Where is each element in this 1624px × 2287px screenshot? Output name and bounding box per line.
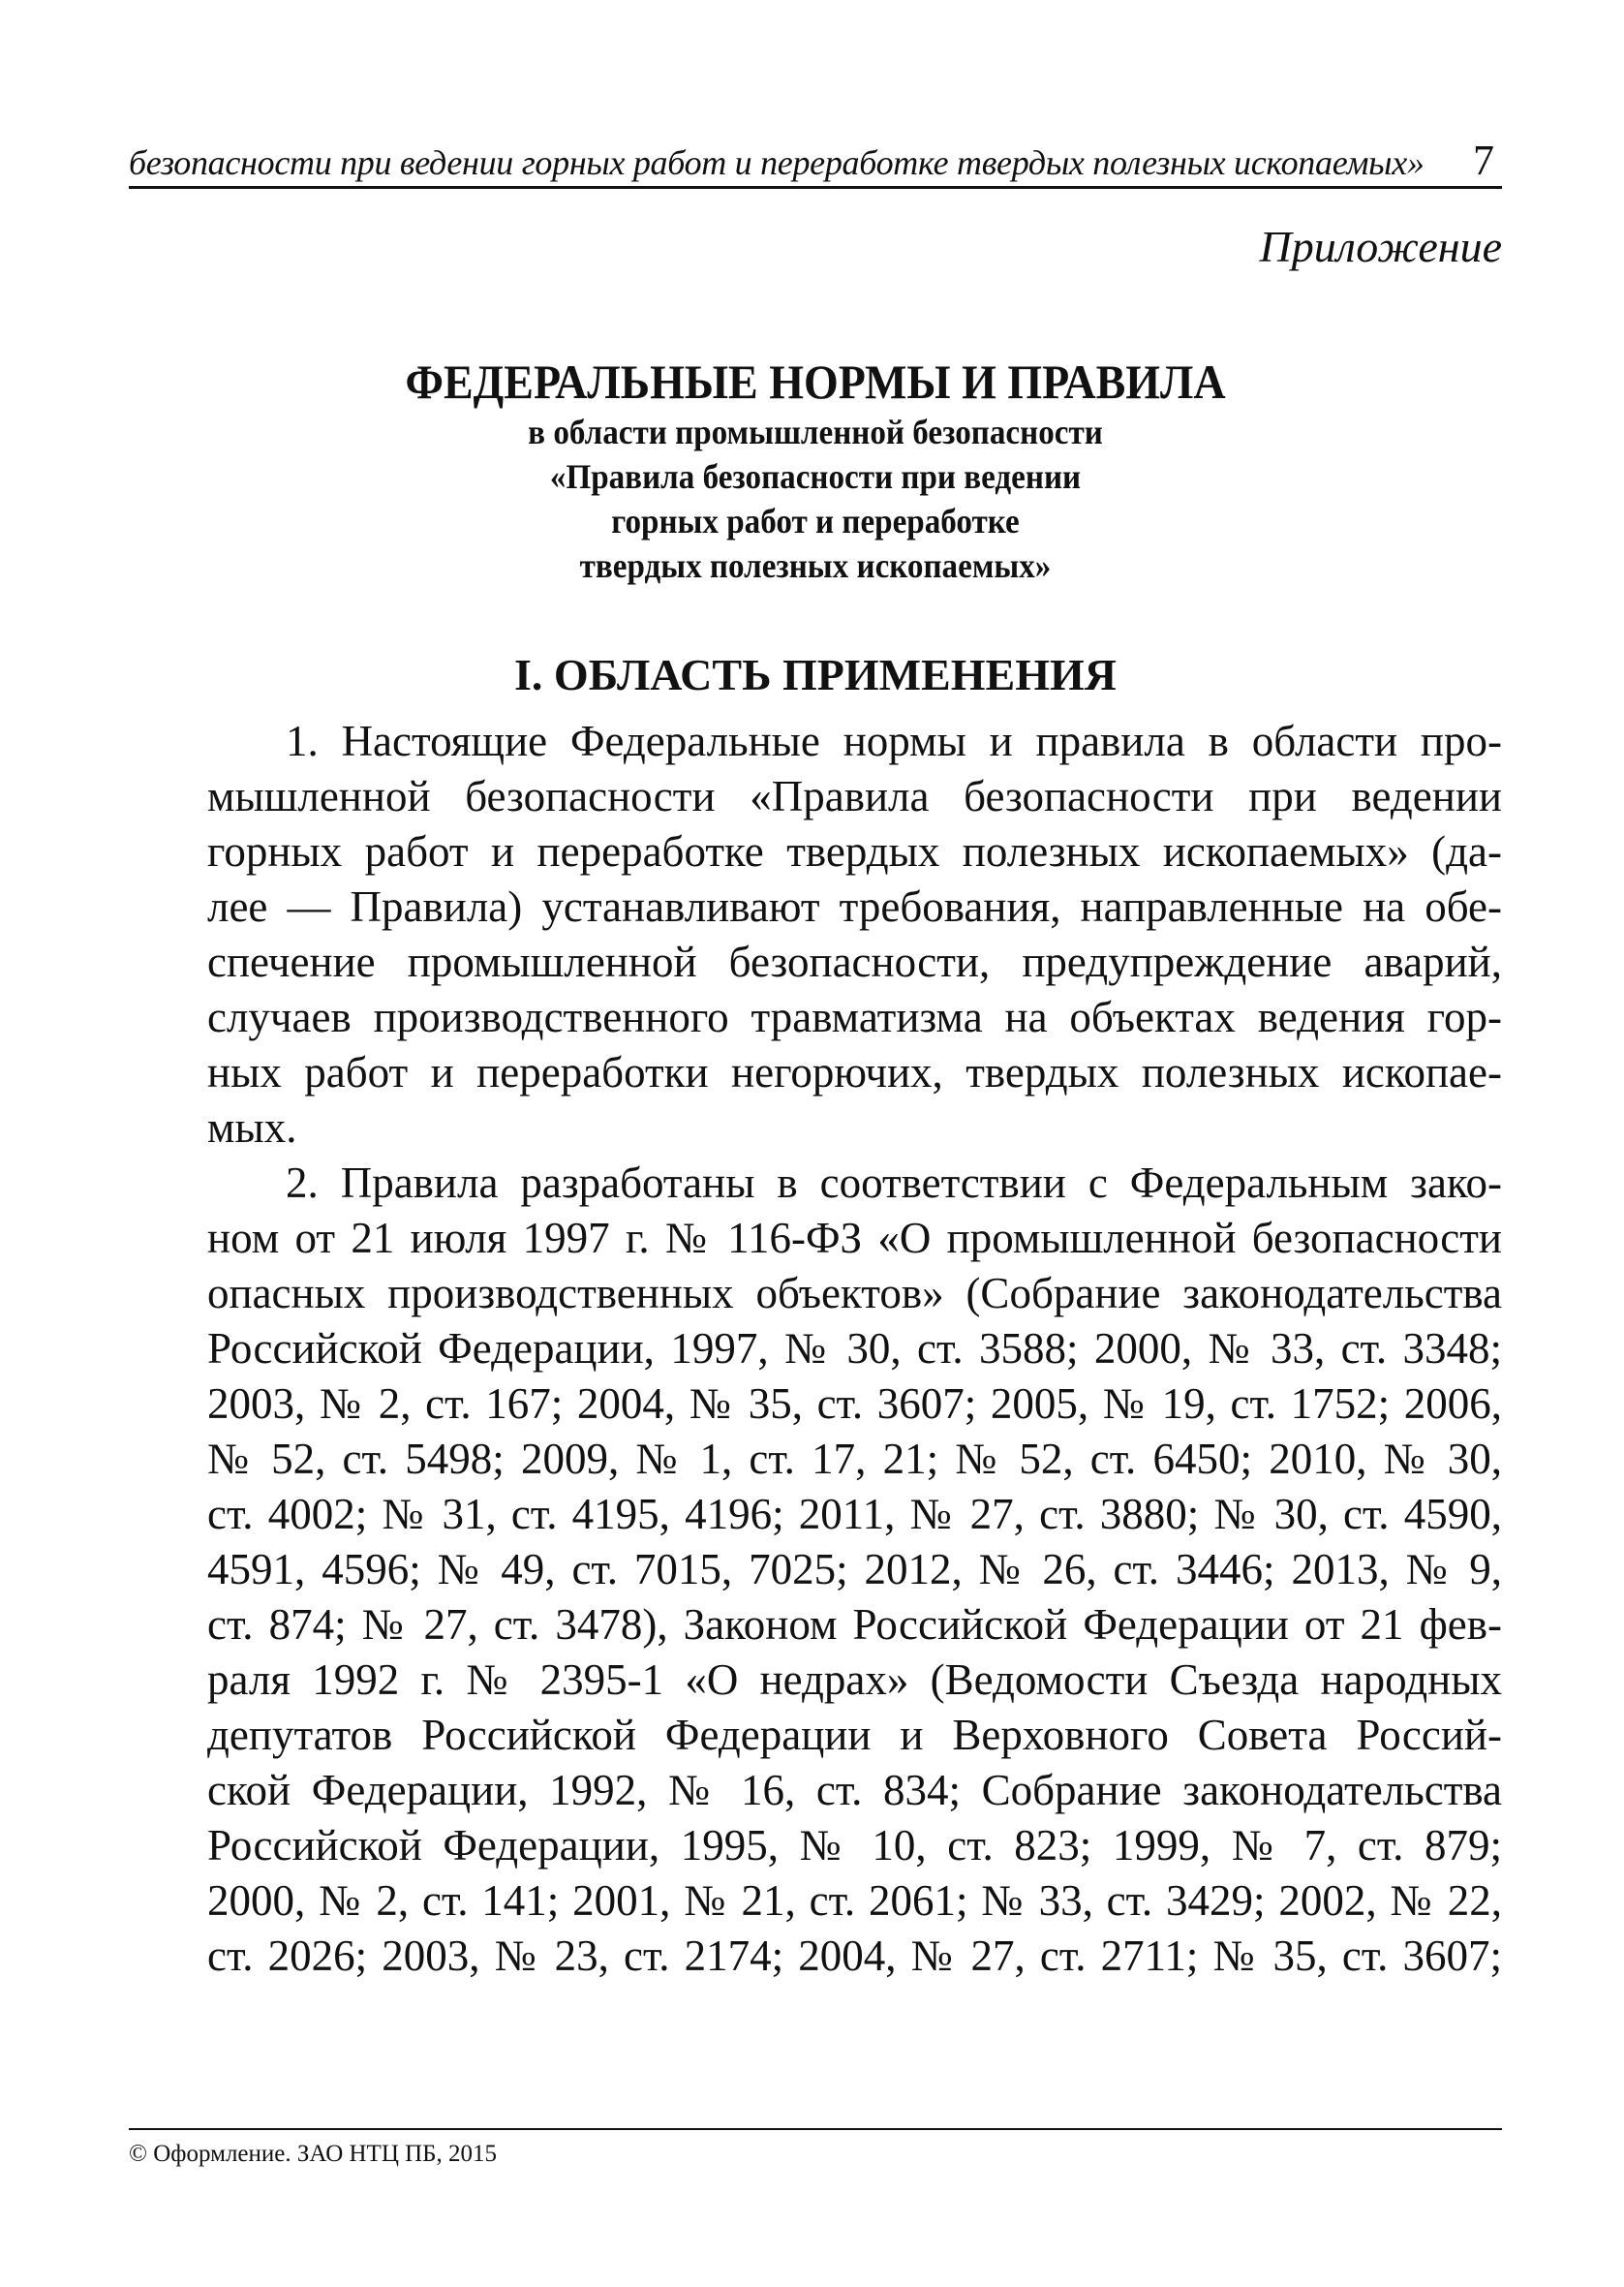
paragraph-2 (129, 1156, 1502, 1984)
document-page (129, 136, 1502, 1984)
body-text (129, 714, 1502, 1984)
running-header (129, 136, 1502, 189)
paragraph-line: ных работ и переработки негорючих, твердых полезных ископае- (207, 1048, 1502, 1097)
paragraph-line: мых. (207, 1103, 297, 1152)
page-footer (129, 2128, 1502, 2169)
paragraph-line: ст. 2026; 2003, № 23, ст. 2174; 2004, № 27, ст. 2711; № 35, ст. 3607; (207, 1932, 1502, 1980)
section-heading: I. ОБЛАСТЬ ПРИМЕНЕНИЯ (514, 650, 1117, 699)
document-subtitle-line: в области промышленной безопасности (528, 413, 1103, 451)
paragraph-line: случаев производственного травматизма на объектах ведения гор- (207, 993, 1502, 1041)
running-title: безопасности при ведении горных работ и переработке твердых полезных ископаемых» (129, 143, 1425, 182)
paragraph-1 (129, 714, 1502, 1156)
paragraph-line: Российской Федерации, 1995, № 10, ст. 823; 1999, № 7, ст. 879; (207, 1821, 1502, 1870)
paragraph-line: ст. 874; № 27, ст. 3478), Законом Российской Федерации от 21 фев- (207, 1600, 1502, 1649)
paragraph-line: ст. 4002; № 31, ст. 4195, 4196; 2011, № 27, ст. 3880; № 30, ст. 4590, (207, 1490, 1502, 1538)
paragraph-line: Российской Федерации, 1997, № 30, ст. 3588; 2000, № 33, ст. 3348; (207, 1324, 1502, 1373)
paragraph-line: депутатов Российской Федерации и Верховного Совета Россий- (207, 1711, 1502, 1759)
paragraph-line: 4591, 4596; № 49, ст. 7015, 7025; 2012, № 26, ст. 3446; 2013, № 9, (207, 1545, 1502, 1593)
page-number: 7 (1473, 137, 1494, 184)
paragraph-line: ном от 21 июля 1997 г. № 116-ФЗ «О промышленной безопасности (207, 1214, 1502, 1262)
paragraph-line: опасных производственных объектов» (Собрание законодательства (207, 1269, 1502, 1317)
document-subtitle-line: твердых полезных ископаемых» (579, 546, 1052, 585)
paragraph-line: спечение промышленной безопасности, предупреждение аварий, (207, 938, 1502, 986)
paragraph-line: 1. Настоящие Федеральные нормы и правила в области про- (286, 717, 1502, 765)
paragraph-line: ской Федерации, 1992, № 16, ст. 834; Собрание законодательства (207, 1766, 1502, 1814)
paragraph-line: 2003, № 2, ст. 167; 2004, № 35, ст. 3607; 2005, № 19, ст. 1752; 2006, (207, 1379, 1502, 1428)
document-subtitle-line: горных работ и переработке (611, 502, 1020, 541)
paragraph-line: лее — Правила) устанавливают требования, направленные на обе- (207, 882, 1502, 931)
paragraph-line: раля 1992 г. № 2395-1 «О недрах» (Ведомости Съезда народных (207, 1655, 1502, 1704)
paragraph-line: горных работ и переработке твердых полезных ископаемых» (да- (207, 827, 1502, 876)
paragraph-line: 2000, № 2, ст. 141; 2001, № 21, ст. 2061; № 33, ст. 3429; 2002, № 22, (207, 1876, 1502, 1925)
document-title (129, 354, 1502, 588)
document-subtitle-line: «Правила безопасности при ведении (549, 457, 1082, 496)
paragraph-line: мышленной безопасности «Правила безопасности при ведении (207, 772, 1502, 820)
appendix-label: Приложение (1259, 222, 1502, 271)
copyright-notice: © Оформление. ЗАО НТЦ ПБ, 2015 (129, 2141, 498, 2167)
document-title-main: ФЕДЕРАЛЬНЫЕ НОРМЫ И ПРАВИЛА (405, 355, 1226, 409)
paragraph-line: 2. Правила разработаны в соответствии с Федеральным зако- (286, 1159, 1502, 1207)
paragraph-line: № 52, ст. 5498; 2009, № 1, ст. 17, 21; № 52, ст. 6450; 2010, № 30, (207, 1435, 1502, 1483)
